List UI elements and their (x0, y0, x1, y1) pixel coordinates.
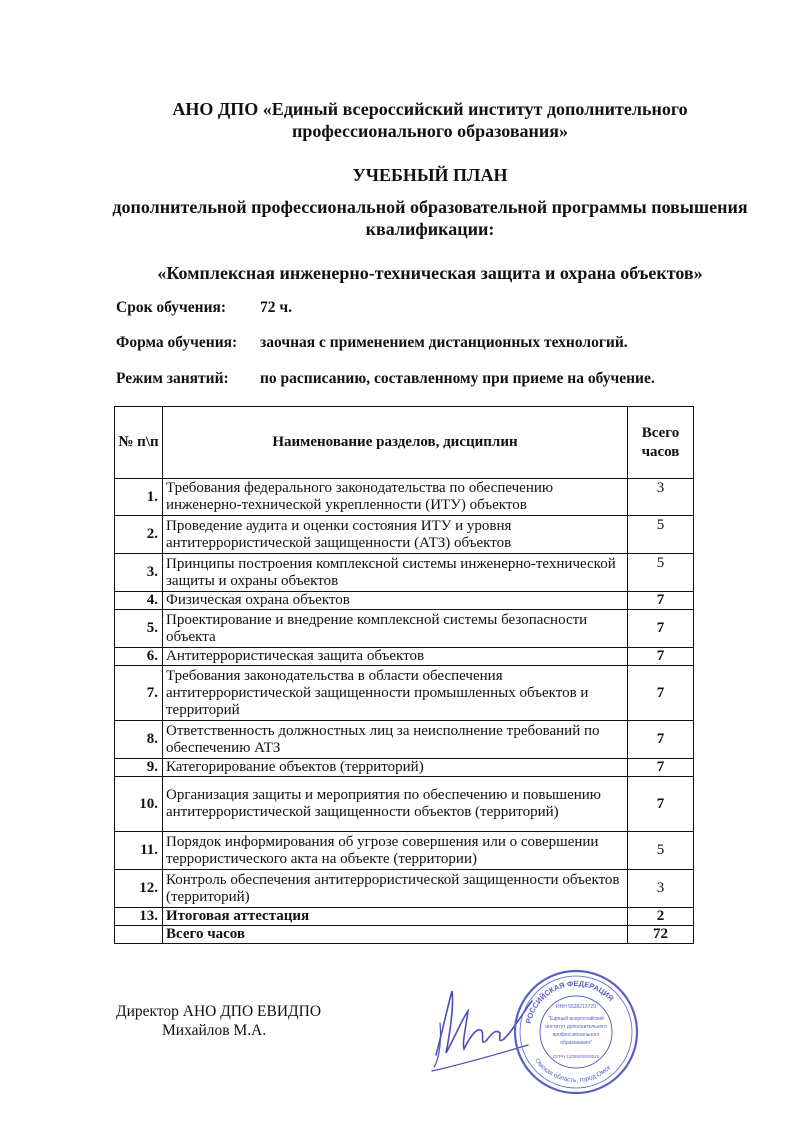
row-hours: 3 (628, 870, 694, 908)
row-name: Итоговая аттестация (163, 908, 628, 926)
row-hours: 7 (628, 721, 694, 759)
program-type: дополнительной профессиональной образовательной программы повышения квалификации: (112, 197, 748, 239)
row-name: Порядок информирования об угрозе совершения или о совершении террористического акта на объекте (территории) (163, 832, 628, 870)
total-label: Всего часов (163, 926, 628, 944)
row-name: Проведение аудита и оценки состояния ИТУ и уровня антитеррористической защищенности (АТЗ) объектов (163, 516, 628, 554)
row-hours: 7 (628, 592, 694, 610)
stamp-line-2: институт дополнительного (545, 1024, 607, 1030)
total-hours: 72 (628, 926, 694, 944)
col-num-header: № п\п (115, 407, 163, 479)
table-row (115, 516, 694, 554)
program-name: «Комплексная инженерно-техническая защита и охрана объектов» (157, 263, 703, 283)
table-row (115, 908, 694, 926)
stamp-region-text: Омская область, город Омск (533, 1057, 613, 1085)
row-num: 11. (115, 832, 163, 870)
stamp-inn: ИНН 5528213720 (555, 1004, 597, 1010)
row-name: Требования законодательства в области обеспечения антитеррористической защищенности промышленных объектов и территорий (163, 666, 628, 721)
stamp-line-3: профессионального (552, 1032, 600, 1038)
row-name: Ответственность должностных лиц за неисполнение требований по обеспечению АТЗ (163, 721, 628, 759)
row-name: Антитеррористическая защита объектов (163, 648, 628, 666)
table-row (115, 759, 694, 777)
row-name: Физическая охрана объектов (163, 592, 628, 610)
row-hours: 7 (628, 610, 694, 648)
stamp-line-1: "Единый всероссийский (548, 1016, 604, 1022)
duration-value: 72 ч. (260, 299, 292, 316)
row-name: Контроль обеспечения антитеррористической защищенности объектов (территорий) (163, 870, 628, 908)
director-position: Директор АНО ДПО ЕВИДПО (116, 1003, 322, 1020)
row-num: 1. (115, 479, 163, 516)
row-name: Проектирование и внедрение комплексной системы безопасности объекта (163, 610, 628, 648)
row-num: 7. (115, 666, 163, 721)
table-row (115, 777, 694, 832)
stamp-outer-text: РОССИЙСКАЯ ФЕДЕРАЦИЯ (523, 978, 616, 1025)
row-name: Принципы построения комплексной системы инженерно-технической защиты и охраны объектов (163, 554, 628, 592)
row-hours: 5 (628, 516, 694, 554)
row-hours: 3 (628, 479, 694, 516)
row-name: Организация защиты и мероприятия по обеспечению и повышению антитеррористической защищенности объектов (территорий) (163, 777, 628, 832)
form-value: заочная с применением дистанционных технологий. (260, 334, 628, 351)
row-hours: 5 (628, 554, 694, 592)
row-hours: 7 (628, 759, 694, 777)
signature-block (116, 1002, 321, 1040)
table-row (115, 592, 694, 610)
row-num: 6. (115, 648, 163, 666)
row-num: 9. (115, 759, 163, 777)
table-row (115, 666, 694, 721)
table-row (115, 832, 694, 870)
row-hours: 7 (628, 648, 694, 666)
director-name: Михайлов М.А. (162, 1022, 267, 1039)
table-row (115, 648, 694, 666)
row-num: 10. (115, 777, 163, 832)
stamp-line-4: образования" (560, 1040, 592, 1046)
row-num: 8. (115, 721, 163, 759)
mode-value: по расписанию, составленному при приеме на обучение. (260, 370, 655, 387)
row-num: 3. (115, 554, 163, 592)
row-hours: 2 (628, 908, 694, 926)
table-row (115, 554, 694, 592)
form-label: Форма обучения: (116, 334, 238, 351)
row-hours: 7 (628, 777, 694, 832)
row-hours: 5 (628, 832, 694, 870)
table-row (115, 610, 694, 648)
stamp-ogrn: ОГРН 1205500000515 (553, 1054, 599, 1059)
institution-title: АНО ДПО «Единый всероссийский институт дополнительного профессионального образования» (172, 99, 688, 141)
row-num: 12. (115, 870, 163, 908)
col-name-header: Наименование разделов, дисциплин (163, 407, 628, 479)
duration-label: Срок обучения: (116, 299, 227, 316)
row-num: 5. (115, 610, 163, 648)
table-row (115, 479, 694, 516)
table-total-row (115, 926, 694, 944)
table-header-row (115, 407, 694, 479)
row-num: 13. (115, 908, 163, 926)
curriculum-table (114, 406, 694, 944)
col-hours-header: Всего часов (628, 407, 694, 479)
row-hours: 7 (628, 666, 694, 721)
official-stamp (512, 968, 640, 1096)
svg-text:Омская область, город Омск (533, 1057, 612, 1084)
row-num: 2. (115, 516, 163, 554)
table-row (115, 870, 694, 908)
row-num: 4. (115, 592, 163, 610)
row-name: Категорирование объектов (территорий) (163, 759, 628, 777)
row-name: Требования федерального законодательства по обеспечению инженерно-технической укрепленности (ИТУ) объектов (163, 479, 628, 516)
total-num-cell (115, 926, 163, 944)
plan-title: УЧЕБНЫЙ ПЛАН (352, 165, 508, 185)
mode-label: Режим занятий: (116, 370, 229, 387)
table-row (115, 721, 694, 759)
